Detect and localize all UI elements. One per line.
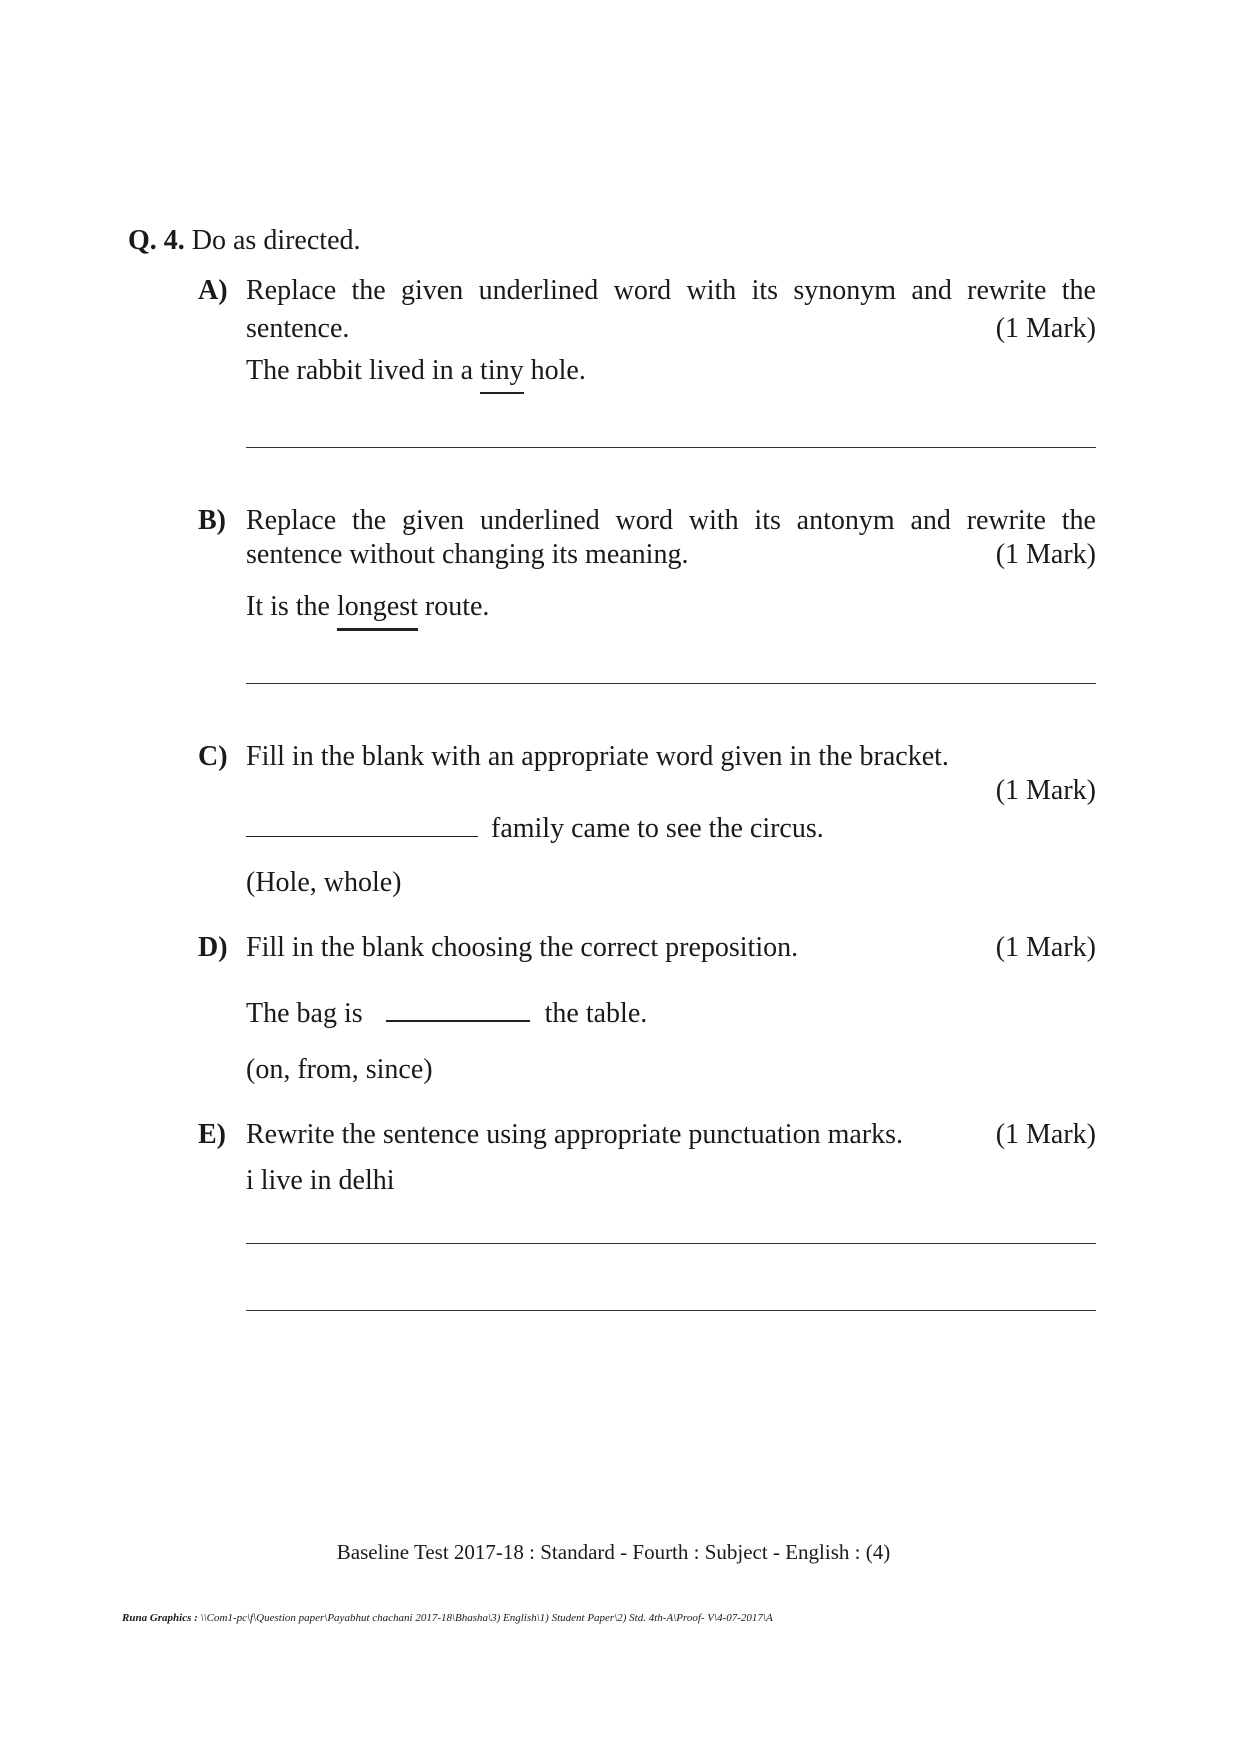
question-number: Q. 4. bbox=[128, 225, 185, 256]
page-footer: Baseline Test 2017-18 : Standard - Fourth : Subject - English : (4) bbox=[336, 1540, 891, 1564]
part-e-sentence: i live in delhi bbox=[246, 1165, 395, 1196]
printer-imprint bbox=[122, 1611, 773, 1625]
part-b-marks: (1 Mark) bbox=[995, 539, 1096, 570]
part-c-instruction: Fill in the blank with an appropriate word given in the bracket. bbox=[246, 741, 949, 772]
part-d-sentence-end: the table. bbox=[544, 998, 648, 1029]
part-a-instruction-line1: Replace the given underlined word with its synonym and rewrite the bbox=[246, 275, 1096, 306]
part-b-sentence-end: route. bbox=[417, 591, 490, 622]
part-a-label: A) bbox=[198, 275, 228, 306]
printer-brand: Runa Graphics : bbox=[122, 1612, 198, 1624]
part-a-marks: (1 Mark) bbox=[995, 313, 1096, 344]
part-d-marks: (1 Mark) bbox=[995, 932, 1096, 963]
part-c-sentence bbox=[246, 812, 824, 846]
part-a-sentence bbox=[246, 354, 586, 388]
part-b-sentence bbox=[246, 590, 489, 624]
part-a-sentence-end: hole. bbox=[523, 355, 586, 386]
part-c-fill-blank[interactable] bbox=[246, 835, 478, 837]
part-b-label: B) bbox=[198, 505, 226, 536]
part-e-instruction: Rewrite the sentence using appropriate punctuation marks. bbox=[246, 1119, 904, 1150]
part-c-label: C) bbox=[198, 741, 228, 772]
part-e-label: E) bbox=[198, 1119, 226, 1150]
part-d-options: (on, from, since) bbox=[246, 1054, 433, 1085]
part-e-answer-line-1[interactable] bbox=[246, 1243, 1096, 1244]
part-a-underlined-word: tiny bbox=[480, 355, 524, 394]
part-c-sentence-end: family came to see the circus. bbox=[491, 813, 824, 844]
part-b-sentence-start: It is the bbox=[246, 591, 337, 622]
part-e-marks: (1 Mark) bbox=[995, 1119, 1096, 1150]
part-d-sentence-start: The bag is bbox=[246, 998, 363, 1029]
part-c-marks: (1 Mark) bbox=[995, 775, 1096, 806]
part-d-label: D) bbox=[198, 932, 228, 963]
part-d-fill-blank[interactable] bbox=[386, 1019, 530, 1022]
printer-file-path: \\Com1-pc\f\Question paper\Payabhut chachani 2017-18\Bhasha\3) English\1) Student Paper\2) Std. 4th-A\Proof- V\4-07-2017\A bbox=[197, 1612, 773, 1624]
part-d-instruction: Fill in the blank choosing the correct preposition. bbox=[246, 932, 799, 963]
part-a-instruction-line2: sentence. bbox=[246, 313, 350, 344]
question-heading bbox=[128, 224, 361, 258]
part-a-sentence-start: The rabbit lived in a bbox=[246, 355, 481, 386]
question-instruction: Do as directed. bbox=[191, 225, 361, 256]
part-d-sentence bbox=[246, 997, 647, 1031]
part-e-answer-line-2[interactable] bbox=[246, 1310, 1096, 1311]
part-b-instruction-line1: Replace the given underlined word with its antonym and rewrite the bbox=[246, 505, 1096, 536]
part-b-underlined-word: longest bbox=[337, 591, 418, 631]
part-b-answer-line[interactable] bbox=[246, 683, 1096, 684]
part-c-options: (Hole, whole) bbox=[246, 867, 402, 898]
part-b-instruction-line2: sentence without changing its meaning. bbox=[246, 539, 689, 570]
part-a-answer-line[interactable] bbox=[246, 447, 1096, 448]
